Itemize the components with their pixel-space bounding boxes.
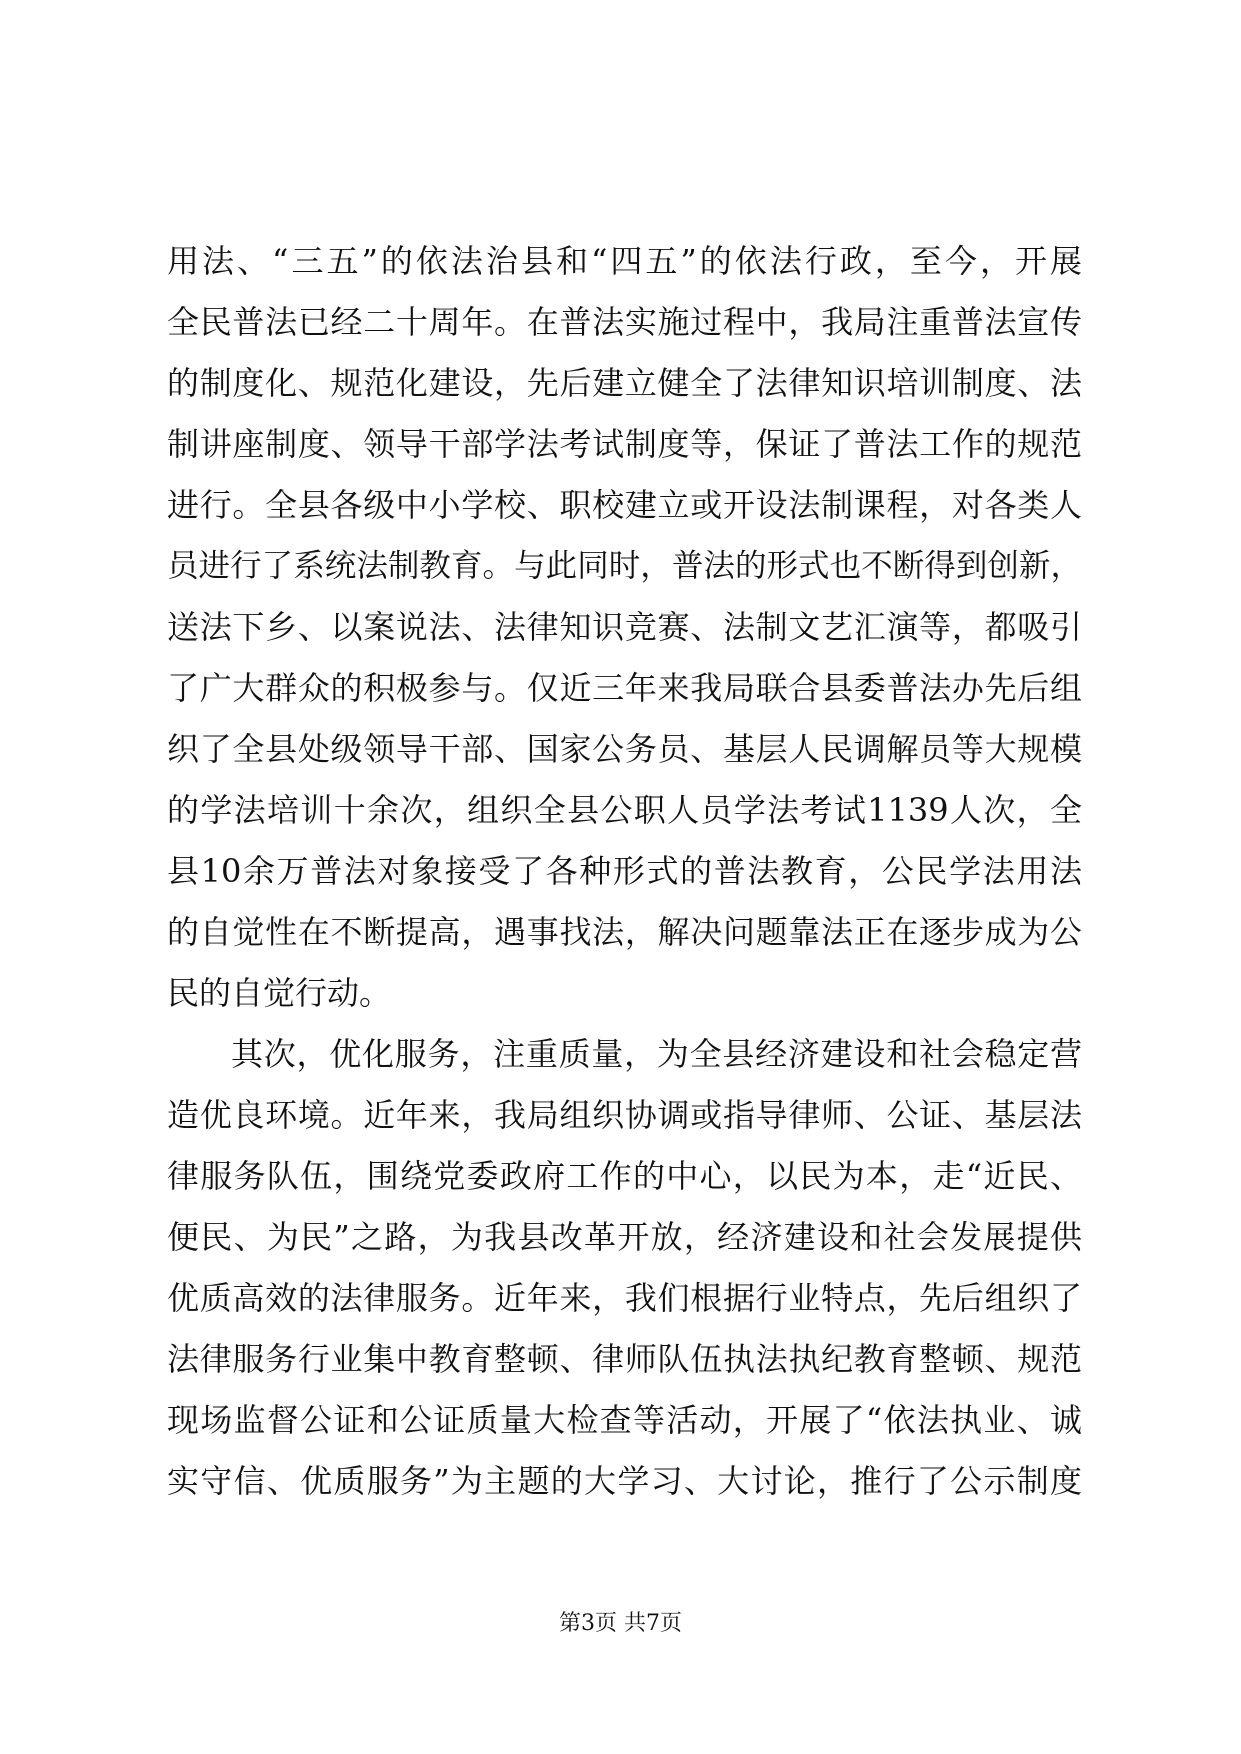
text-line: 的自觉性在不断提高，遇事找法，解决问题靠法正在逐步成为公 xyxy=(167,913,1082,951)
text-line: 县10余万普法对象接受了各种形式的普法教育，公民学法用法 xyxy=(167,852,1082,890)
text-line: 的制度化、规范化建设，先后建立健全了法律知识培训制度、法 xyxy=(167,364,1082,402)
body-text xyxy=(167,231,1082,1512)
text-line: 制讲座制度、领导干部学法考试制度等，保证了普法工作的规范 xyxy=(167,425,1082,463)
text-line: 现场监督公证和公证质量大检查等活动，开展了“依法执业、诚 xyxy=(167,1401,1082,1439)
text-line: 优质高效的法律服务。近年来，我们根据行业特点，先后组织了 xyxy=(167,1279,1082,1317)
text-line: 进行。全县各级中小学校、职校建立或开设法制课程，对各类人 xyxy=(167,486,1082,524)
text-line: 织了全县处级领导干部、国家公务员、基层人民调解员等大规模 xyxy=(167,730,1082,768)
text-line: 用法、“三五”的依法治县和“四五”的依法行政，至今，开展 xyxy=(167,242,1082,280)
text-line: 造优良环境。近年来，我局组织协调或指导律师、公证、基层法 xyxy=(167,1096,1082,1134)
text-line: 民的自觉行动。 xyxy=(167,974,392,1012)
text-line: 全民普法已经二十周年。在普法实施过程中，我局注重普法宣传 xyxy=(167,303,1082,341)
text-line: 了广大群众的积极参与。仅近三年来我局联合县委普法办先后组 xyxy=(167,669,1082,707)
text-line: 法律服务行业集中教育整顿、律师队伍执法执纪教育整顿、规范 xyxy=(167,1340,1082,1378)
page-number: 第3页 共7页 xyxy=(559,1611,682,1636)
text-line: 其次，优化服务，注重质量，为全县经济建设和社会稳定营 xyxy=(231,1035,1082,1073)
text-line: 送法下乡、以案说法、法律知识竞赛、法制文艺汇演等，都吸引 xyxy=(167,608,1082,646)
text-line: 的学法培训十余次，组织全县公职人员学法考试1139人次，全 xyxy=(167,791,1082,829)
text-line: 实守信、优质服务”为主题的大学习、大讨论，推行了公示制度 xyxy=(167,1462,1082,1500)
text-line: 便民、为民”之路，为我县改革开放，经济建设和社会发展提供 xyxy=(167,1218,1082,1256)
text-line: 律服务队伍，围绕党委政府工作的中心，以民为本，走“近民、 xyxy=(167,1157,1082,1195)
text-line: 员进行了系统法制教育。与此同时，普法的形式也不断得到创新， xyxy=(167,548,1082,584)
